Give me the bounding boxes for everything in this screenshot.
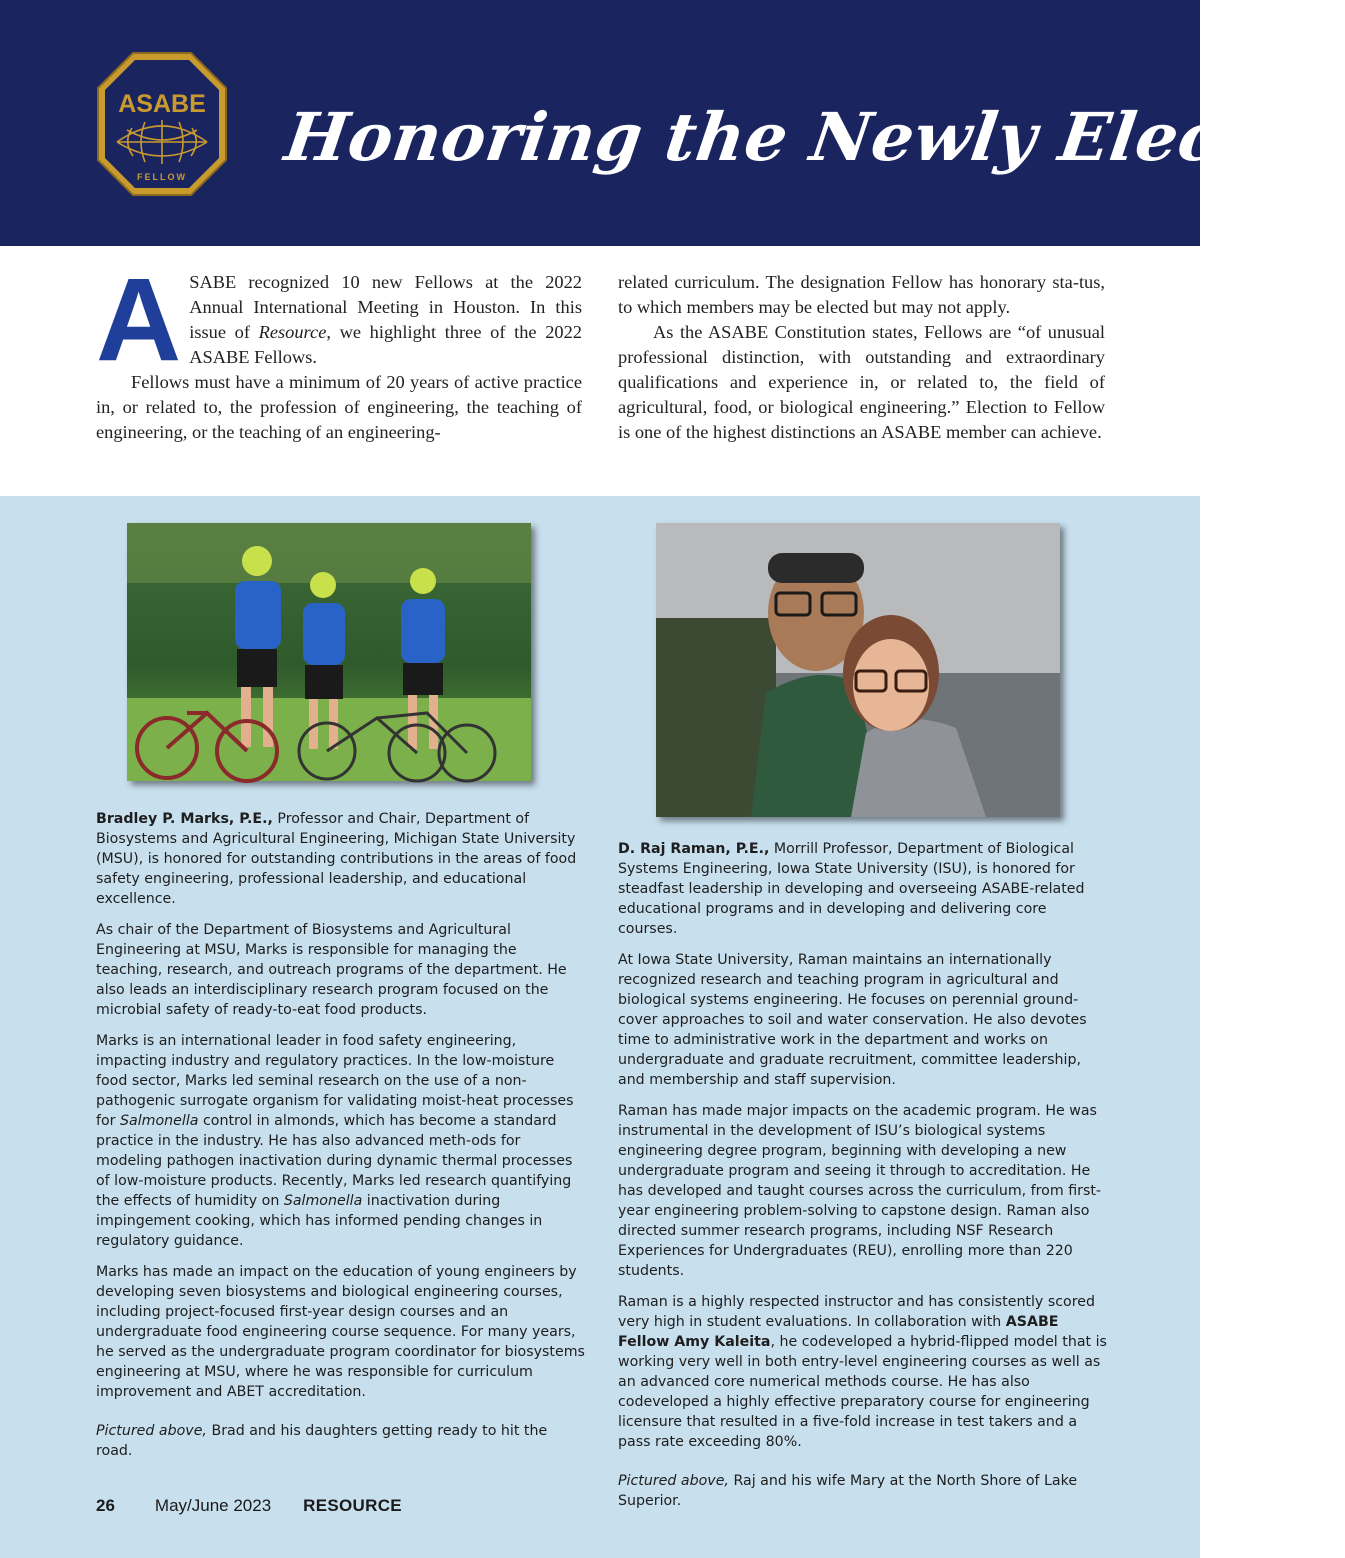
intro-left-column bbox=[96, 254, 582, 445]
marks-profile bbox=[96, 809, 586, 1472]
marks-intro bbox=[96, 809, 586, 909]
drop-cap: A bbox=[96, 254, 182, 386]
raman-photo-caption bbox=[618, 1471, 1108, 1511]
caption-italic: Pictured above, bbox=[96, 1423, 207, 1439]
issue-date: May/June 2023 bbox=[154, 1496, 272, 1515]
intro-section bbox=[0, 246, 1200, 496]
marks-name: Bradley P. Marks, P.E., bbox=[96, 811, 273, 827]
marks-photo-caption bbox=[96, 1421, 586, 1461]
salmonella-italic: Salmonella bbox=[120, 1113, 199, 1129]
magazine-name: RESOURCE bbox=[303, 1496, 402, 1515]
raman-couple-photo bbox=[656, 523, 1060, 817]
caption-text: Raj and his wife Mary at the North Shore of Lake Superior. bbox=[618, 1473, 1078, 1509]
raman-bio: Morrill Professor, Department of Biological Systems Engineering, Iowa State University (ISU), is honored for steadfast leadership in developing and overseeing ASABE-related educational programs and in developing and delivering core courses. bbox=[618, 841, 1085, 937]
marks-bio: Professor and Chair, Department of Biosystems and Agricultural Engineering, Michigan State University (MSU), is honored for outstanding contributions in the areas of food safety engineering, professional leadership, and educational excellence. bbox=[96, 811, 577, 907]
raman-p4-b: , he codeveloped a hybrid-flipped model that is working very well in both entry-level engineering courses as well as an advanced core numerical methods course. He has also codeveloped a highly effective preparatory course for engineering licensure that resulted in a five-fold increase in test takers and a pass rate exceeding 80%. bbox=[618, 1334, 1107, 1450]
raman-paragraph-4 bbox=[618, 1292, 1108, 1452]
intro-paragraph-1 bbox=[96, 254, 582, 386]
raman-profile bbox=[618, 839, 1108, 1522]
badge-top-text: ASABE bbox=[118, 90, 206, 118]
intro-paragraph-2-part-2: related curriculum. The designation Fellow has honorary sta-tus, to which members may be elected but may not apply. bbox=[618, 272, 1105, 317]
page-title: Honoring the Newly Elected bbox=[280, 98, 1345, 176]
marks-paragraph-4: Marks has made an impact on the education of young engineers by developing seven biosystems and biological engineering courses, including project-focused first-year design courses and an undergraduate food engineering course sequence. For many years, he served as the undergraduate program coordinator for biosystems engineering at MSU, where he was responsible for curriculum improvement and ABET accreditation. bbox=[96, 1264, 585, 1400]
intro-paragraph-3: As the ASABE Constitution states, Fellows are “of unusual professional distinction, with outstanding and extraordinary qualifications and experience in, or related to, the field of agricultural, food, or biological engineering.” Election to Fellow is one of the highest distinctions an ASABE member can achieve. bbox=[618, 322, 1105, 442]
salmonella-italic: Salmonella bbox=[283, 1193, 363, 1209]
couple-image-icon bbox=[656, 523, 1060, 817]
intro-paragraph-2-part-1: Fellows must have a minimum of 20 years of active practice in, or related to, the profession of engineering, the teaching of engineering, or the teaching of an engineering- bbox=[96, 372, 582, 442]
marks-paragraph-2: As chair of the Department of Biosystems and Agricultural Engineering at MSU, Marks is responsible for managing the teaching, research, and outreach programs of the department. He also leads an interdisciplinary research program focused on the microbial safety of ready-to-eat food products. bbox=[96, 922, 567, 1018]
marks-p3-c: inactivation during impingement cooking, which has informed pending changes in regulatory guidance. bbox=[96, 1193, 543, 1249]
intro-p1-text: SABE recognized 10 new Fellows at the 2022 Annual International Meeting in Houston. In this issue of bbox=[189, 272, 582, 342]
marks-paragraph-3 bbox=[96, 1031, 586, 1251]
marks-p3-a: Marks is an international leader in food safety engineering, impacting industry and regulatory practices. In the low-moisture food sector, Marks led seminal research on the use of a non-pathogenic surrogate organism for validating moist-heat processes for bbox=[96, 1033, 574, 1129]
raman-paragraph-3: Raman has made major impacts on the academic program. He was instrumental in the development of ISU’s biological systems engineering degree program, beginning with developing a new undergraduate program and seeing it through to accreditation. He has developed and taught courses across the curriculum, from first-year engineering problem-solving to capstone design. Raman also directed summer research programs, including NSF Research Experiences for Undergraduates (REU), enrolling more than 220 students. bbox=[618, 1103, 1102, 1279]
intro-right-column bbox=[618, 270, 1105, 445]
resource-italic: Resource bbox=[258, 322, 327, 342]
cyclists-image-icon bbox=[127, 523, 531, 781]
badge-bottom-text: FELLOW bbox=[137, 172, 187, 182]
kaleita-bold: ASABE Fellow Amy Kaleita bbox=[618, 1314, 1059, 1350]
asabe-fellow-badge-icon bbox=[95, 50, 229, 198]
page-header bbox=[0, 0, 1345, 246]
raman-p4-a: Raman is a highly respected instructor and has consistently scored very high in student evaluations. In collaboration with bbox=[618, 1294, 1095, 1330]
marks-family-photo bbox=[127, 523, 531, 781]
intro-p1-end: , we highlight three of the 2022 ASABE Fellows. bbox=[189, 322, 582, 367]
raman-intro bbox=[618, 839, 1108, 939]
caption-italic: Pictured above, bbox=[618, 1473, 729, 1489]
raman-paragraph-2: At Iowa State University, Raman maintains an internationally recognized research and teaching program in agricultural and biological systems engineering. He focuses on perennial ground-cover approaches to soil and water conservation. He also devotes time to administrative work in the department and works on undergraduate and graduate recruitment, committee leadership, and membership and staff supervision. bbox=[618, 952, 1087, 1088]
page-number: 26 bbox=[96, 1496, 115, 1515]
marks-p3-b: control in almonds, which has become a standard practice in the industry. He has also advanced meth-ods for modeling pathogen inactivation during dynamic thermal processes of low-moisture products. Recently, Marks led research quantifying the effects of humidity on bbox=[96, 1113, 573, 1209]
caption-text: Brad and his daughters getting ready to hit the road. bbox=[96, 1423, 548, 1459]
raman-name: D. Raj Raman, P.E., bbox=[618, 841, 770, 857]
page-footer bbox=[96, 1496, 402, 1516]
